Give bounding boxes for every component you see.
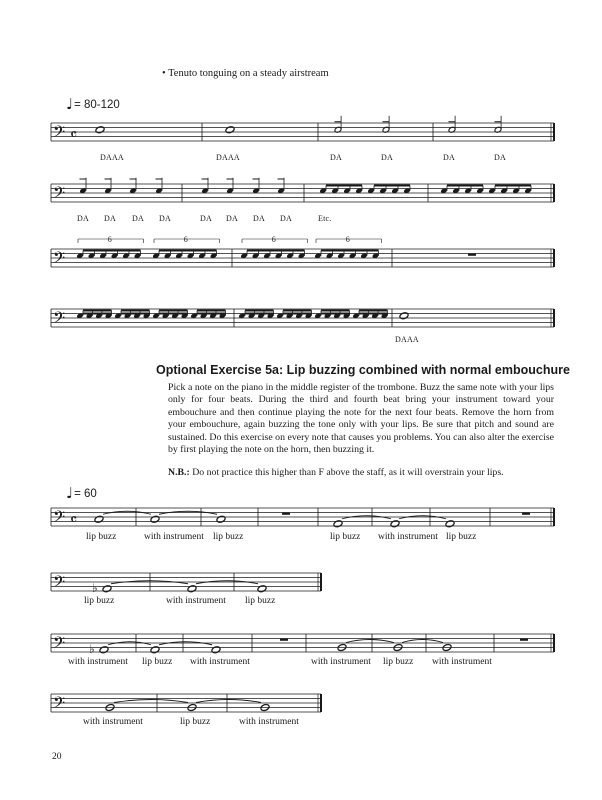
syllable: DA <box>132 214 144 223</box>
whole-note <box>150 515 160 523</box>
bass-clef-icon: 𝄢 <box>53 249 66 271</box>
technique-label: lip buzz <box>383 657 414 667</box>
technique-label: with instrument <box>432 657 492 667</box>
bass-clef-icon: 𝄢 <box>53 573 66 595</box>
tuplet-number: 6 <box>107 235 112 244</box>
tuplet-number: 6 <box>183 235 188 244</box>
syllable: DA <box>104 214 116 223</box>
technique-label: lip buzz <box>86 532 117 542</box>
syllable: DAAA <box>216 153 240 162</box>
syllable: DA <box>443 153 455 162</box>
whole-note <box>445 520 455 528</box>
syllable: DAAA <box>395 335 419 344</box>
bullet-text: • Tenuto tonguing on a steady airstream <box>162 68 329 79</box>
tie <box>346 640 394 643</box>
whole-rest <box>522 513 530 515</box>
bass-clef-icon: 𝄢 <box>53 508 66 530</box>
exercise-heading: Optional Exercise 5a: Lip buzzing combined with normal embouchure <box>156 363 570 377</box>
technique-label: with instrument <box>190 657 250 667</box>
whole-note <box>94 515 104 523</box>
tie <box>114 700 188 703</box>
bass-clef-icon: 𝄢 <box>53 309 66 331</box>
technique-label: with instrument <box>239 717 299 727</box>
whole-rest <box>520 639 528 641</box>
whole-note <box>102 585 112 593</box>
syllable: DA <box>280 214 292 223</box>
syllable: DA <box>494 153 506 162</box>
technique-label: with instrument <box>144 532 204 542</box>
syllable: DA <box>330 153 342 162</box>
whole-note <box>225 126 235 134</box>
tie <box>196 700 261 703</box>
technique-label: lip buzz <box>446 532 477 542</box>
syllable: DA <box>77 214 89 223</box>
tuplet-number: 6 <box>345 235 350 244</box>
syllable: DA <box>226 214 238 223</box>
whole-note <box>216 515 226 523</box>
tuplet-number: 6 <box>271 235 276 244</box>
whole-note <box>257 585 267 593</box>
syllable: DA <box>200 214 212 223</box>
whole-note <box>390 520 400 528</box>
flat-icon: ♭ <box>92 580 98 595</box>
technique-label: lip buzz <box>180 717 211 727</box>
technique-label: with instrument <box>83 717 143 727</box>
whole-note <box>399 312 409 320</box>
technique-label: lip buzz <box>245 596 276 606</box>
whole-rest <box>468 254 476 256</box>
tempo-text: = 60 <box>74 487 97 500</box>
syllable: DA <box>381 153 393 162</box>
quarter-note-icon: ♩ <box>66 484 74 502</box>
common-time-icon: 𝄴 <box>70 510 78 529</box>
whole-note <box>95 126 105 134</box>
bass-clef-icon: 𝄢 <box>53 634 66 656</box>
syllable: DA <box>159 214 171 223</box>
flat-icon: ♭ <box>89 641 95 656</box>
bass-clef-icon: 𝄢 <box>53 694 66 716</box>
tie <box>402 640 443 643</box>
technique-label: lip buzz <box>142 657 173 667</box>
instruction-paragraph: Pick a note on the piano in the middle register of the trombone. Buzz the same note with your lips only for four beats. During the third and fourth beat bring your instrument toward your embouchure and then continue playing the note for the next four beats. Remove the horn from your embouchure, again buzzing the tone only with your lips. Be sure that pitch and sound are sustained. Do this exercise on every note that causes you problems. You can also alter the exercise by first playing the note on the horn, then buzzing it. <box>168 382 554 456</box>
whole-rest <box>282 513 290 515</box>
technique-label: with instrument <box>166 596 226 606</box>
whole-note <box>150 646 160 654</box>
technique-label: lip buzz <box>84 596 115 606</box>
technique-label: lip buzz <box>213 532 244 542</box>
bass-clef-icon: 𝄢 <box>53 184 66 206</box>
whole-rest <box>280 639 288 641</box>
whole-note <box>333 520 343 528</box>
technique-label: with instrument <box>378 532 438 542</box>
whole-note <box>99 646 109 654</box>
page-number: 20 <box>52 752 62 762</box>
bass-clef-icon: 𝄢 <box>53 123 66 145</box>
technique-label: with instrument <box>311 657 371 667</box>
syllable: Etc. <box>318 214 332 223</box>
common-time-icon: 𝄴 <box>70 125 78 144</box>
syllable: DAAA <box>100 153 124 162</box>
syllable: DA <box>253 214 265 223</box>
technique-label: lip buzz <box>330 532 361 542</box>
whole-note <box>187 585 197 593</box>
whole-note <box>211 646 221 654</box>
technique-label: with instrument <box>68 657 128 667</box>
nb-label: N.B.: <box>168 467 190 478</box>
tempo-text: = 80-120 <box>74 98 120 111</box>
nb-text: Do not practice this higher than F above the staff, as it will overstrain your lips. <box>189 467 504 478</box>
quarter-note-icon: ♩ <box>66 95 74 113</box>
